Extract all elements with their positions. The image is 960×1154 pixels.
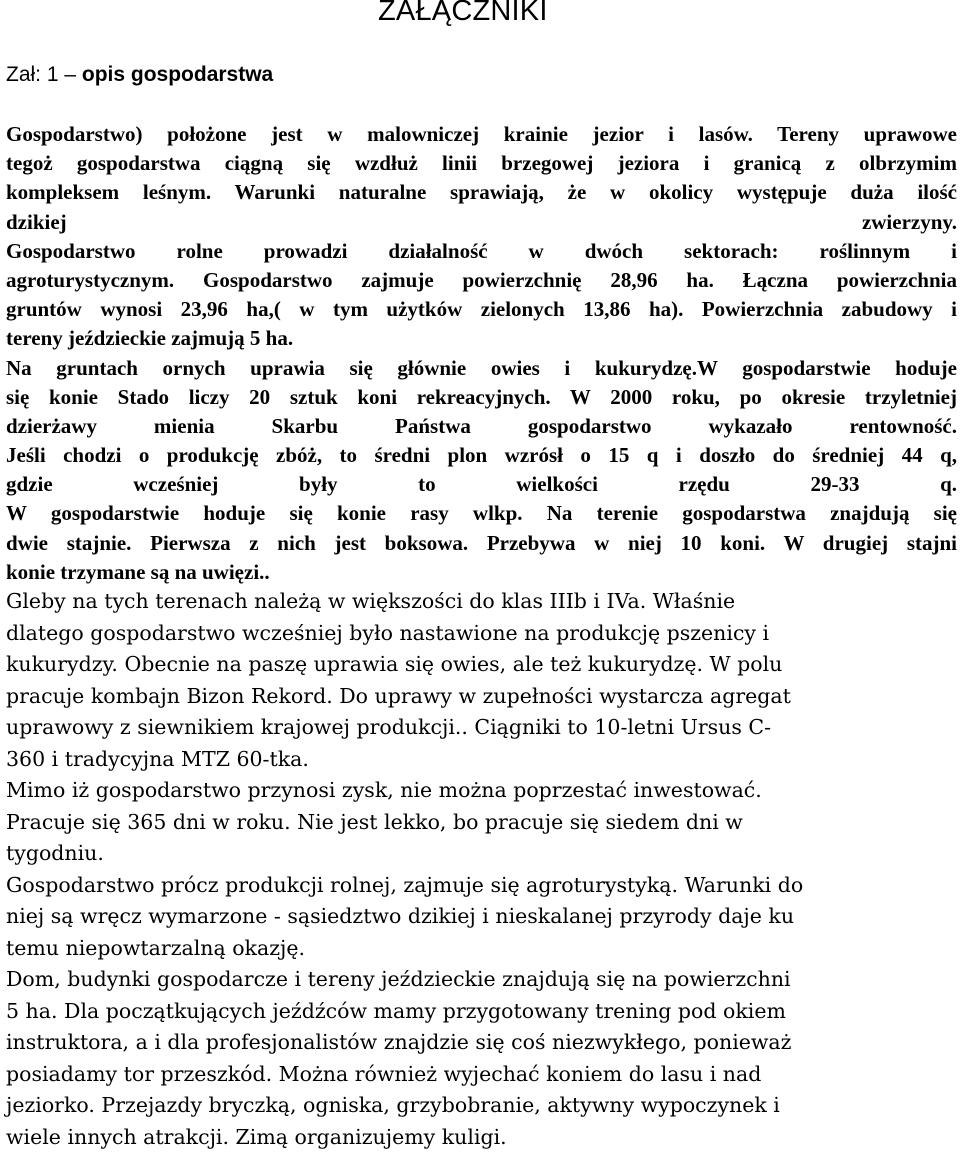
text-line: Gospodarstwo prócz produkcji rolnej, zajmuje się agroturystyką. Warunki do: [6, 872, 804, 897]
text-line: agroturystycznym. Gospodarstwo zajmuje powierzchnię 28,96 ha. Łączna powierzchnia: [6, 267, 957, 292]
text-line: wiele innych atrakcji. Zimą organizujemy kuligi.: [6, 1124, 507, 1149]
text-line: Gospodarstwo rolne prowadzi działalność w dwóch sektorach: roślinnym i: [6, 238, 957, 263]
farm-description-regular: [6, 586, 957, 1153]
text-line: tereny jeździeckie zajmują 5 ha.: [6, 326, 294, 351]
text-line: Gleby na tych terenach należą w większości do klas IIIb i IVa. Właśnie: [6, 589, 736, 613]
text-line: Pracuje się 365 dni w roku. Nie jest lekko, bo pracuje się siedem dni w: [6, 809, 743, 834]
text-line: jeziorko. Przejazdy bryczką, ogniska, grzybobranie, aktywny wypoczynek i: [6, 1093, 780, 1117]
text-line: W gospodarstwie hoduje się konie rasy wlkp. Na terenie gospodarstwa znajdują się: [6, 501, 957, 526]
text-line: Dom, budynki gospodarcze i tereny jeździeckie znajdują się na powierzchni: [6, 967, 791, 991]
text-line: dzierżawy mienia Skarbu Państwa gospodarstwo wykazało rentowność.: [6, 413, 957, 438]
text-line: kompleksem leśnym. Warunki naturalne sprawiają, że w okolicy występuje duża ilość: [6, 180, 957, 205]
text-line: tegoż gospodarstwa ciągną się wzdłuż linii brzegowej jeziora i granicą z olbrzymim: [6, 151, 957, 176]
text-line: tygodniu.: [6, 841, 104, 865]
text-line: Mimo iż gospodarstwo przynosi zysk, nie można poprzestać inwestować.: [6, 778, 762, 802]
text-line: niej są wręcz wymarzone - sąsiedztwo dzikiej i nieskalanej przyrody daje ku: [6, 904, 795, 928]
attachment-heading: [6, 62, 273, 88]
text-line: gdzie wcześniej były to wielkości rzędu 29-33 q.: [6, 472, 957, 497]
text-line: gruntów wynosi 23,96 ha,( w tym użytków zielonych 13,86 ha). Powierzchnia zabudowy i: [6, 297, 957, 322]
text-line: się konie Stado liczy 20 sztuk koni rekreacyjnych. W 2000 roku, po okresie trzyletniej: [6, 384, 957, 409]
text-line: instruktora, a i dla profesjonalistów znajdzie się coś niezwykłego, ponieważ: [6, 1030, 792, 1054]
text-line: konie trzymane są na uwięzi..: [6, 559, 270, 584]
text-line: posiadamy tor przeszkód. Można również wyjechać koniem do lasu i nad: [6, 1061, 762, 1086]
text-line: Na gruntach ornych uprawia się głównie owies i kukurydzę.W gospodarstwie hoduje: [6, 355, 957, 380]
text-line: Jeśli chodzi o produkcję zbóż, to średni plon wzrósł o 15 q i doszło do średniej 44 q,: [6, 443, 957, 468]
text-line: 360 i tradycyjna MTZ 60-tka.: [6, 746, 309, 771]
attachment-name: opis gospodarstwa: [81, 63, 274, 86]
text-line: kukurydzy. Obecnie na paszę uprawia się owies, ale też kukurydzę. W polu: [6, 652, 783, 676]
text-line: 5 ha. Dla początkujących jeźdźców mamy przygotowany trening pod okiem: [6, 998, 786, 1023]
farm-description-bold: [6, 120, 957, 587]
text-line: Gospodarstwo) położone jest w malowniczej krainie jezior i lasów. Tereny uprawowe: [6, 122, 957, 146]
page-title: ZAŁĄCZNIKI: [378, 0, 548, 27]
text-line: dzikiej zwierzyny.: [6, 209, 957, 234]
text-line: uprawowy z siewnikiem krajowej produkcji.. Ciągniki to 10-letni Ursus C-: [6, 715, 772, 739]
text-line: dwie stajnie. Pierwsza z nich jest boksowa. Przebywa w niej 10 koni. W drugiej stajni: [6, 530, 957, 555]
text-line: temu niepowtarzalną okazję.: [6, 935, 306, 960]
attachment-label: Zał: 1 –: [6, 63, 82, 86]
text-line: pracuje kombajn Bizon Rekord. Do uprawy w zupełności wystarcza agregat: [6, 683, 791, 708]
text-line: dlatego gospodarstwo wcześniej było nastawione na produkcję pszenicy i: [6, 620, 770, 645]
